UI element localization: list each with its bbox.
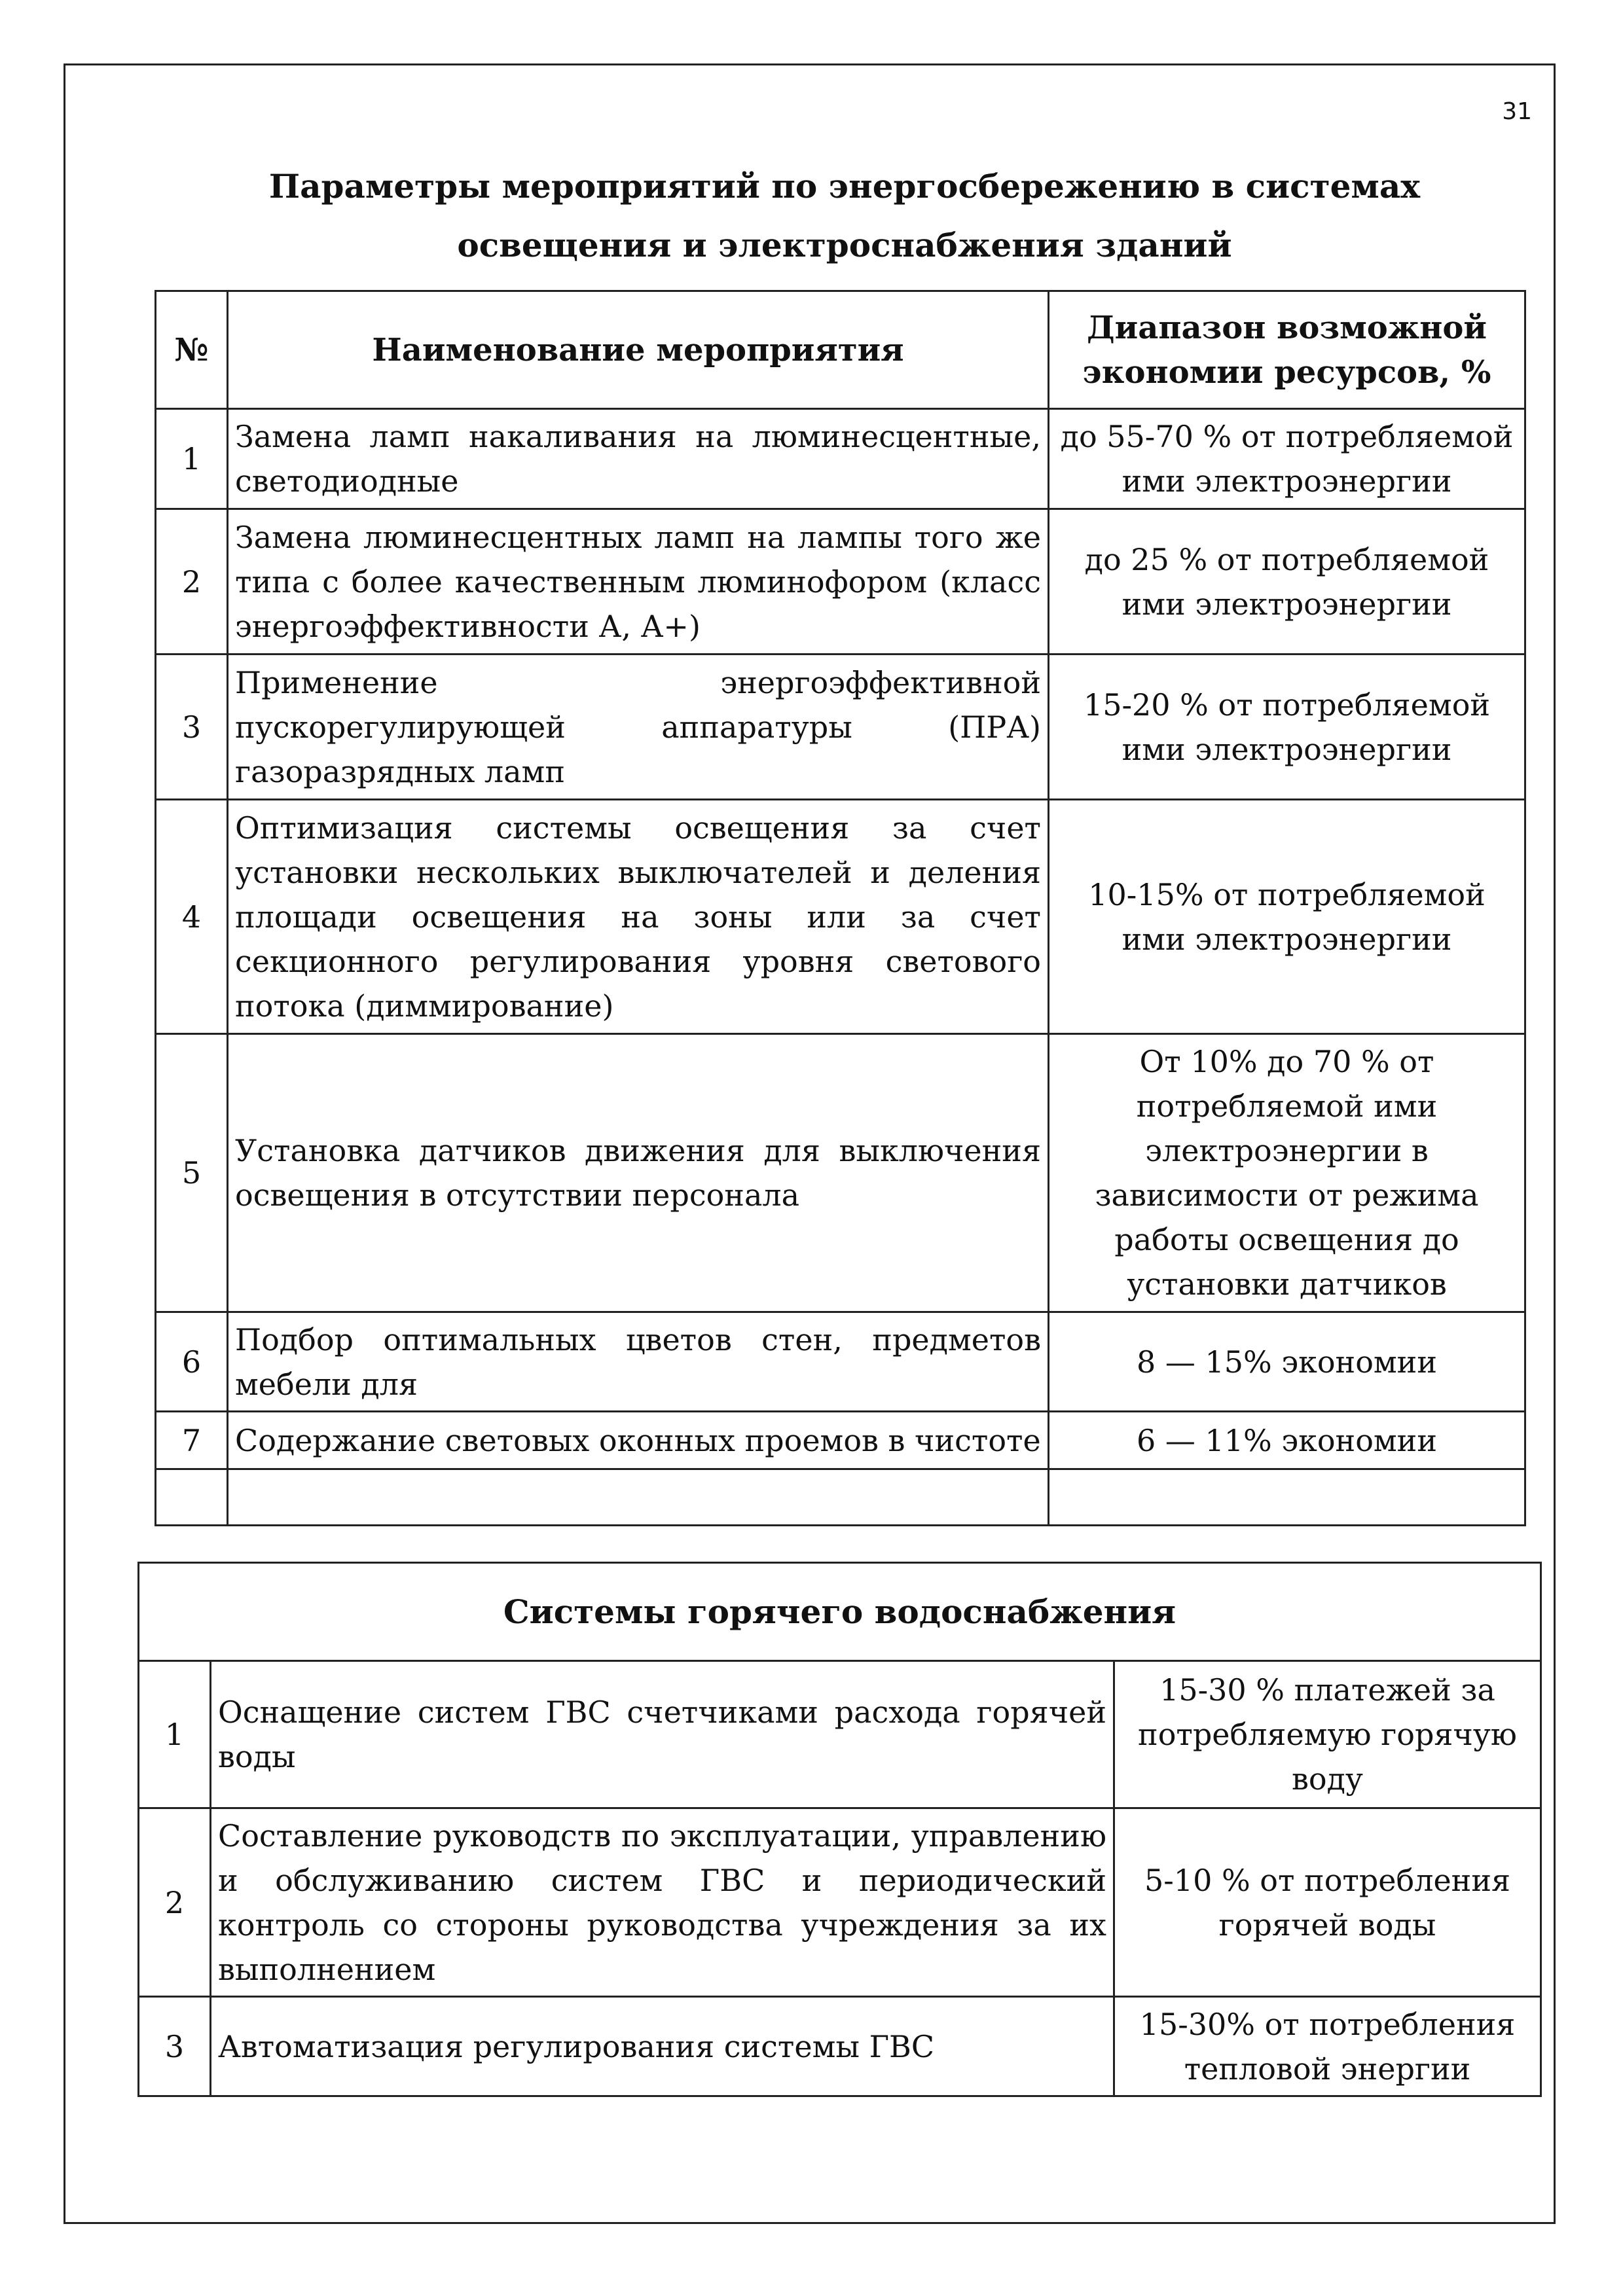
table-row	[156, 655, 1525, 800]
empty-cell	[1049, 1469, 1525, 1526]
header-name: Наименование мероприятия	[228, 291, 1049, 409]
table-row	[156, 509, 1525, 655]
row-economy: 6 — 11% экономии	[1049, 1412, 1525, 1469]
row-number: 5	[156, 1034, 228, 1312]
row-number: 2	[156, 509, 228, 655]
row-number: 4	[156, 800, 228, 1034]
table-row	[139, 1808, 1541, 1997]
page-number: 31	[1502, 98, 1532, 125]
row-economy: 8 — 15% экономии	[1049, 1312, 1525, 1412]
table-header-row	[156, 291, 1525, 409]
row-number: 7	[156, 1412, 228, 1469]
row-measure: Замена люминесцентных ламп на лампы того же типа с более качественным люминофором (класс энергоэффективности А, А+)	[228, 509, 1049, 655]
table-row	[139, 1661, 1541, 1808]
hot-water-table	[137, 1562, 1542, 2097]
row-economy: 15-30 % платежей за потребляемую горячую воду	[1114, 1661, 1541, 1808]
empty-cell	[228, 1469, 1049, 1526]
table-row	[156, 1312, 1525, 1412]
table-row	[156, 800, 1525, 1034]
title-line-2: освещения и электроснабжения зданий	[457, 226, 1232, 264]
row-number: 6	[156, 1312, 228, 1412]
table-row	[156, 1034, 1525, 1312]
row-economy: 15-30% от потребления тепловой энергии	[1114, 1997, 1541, 2096]
row-measure: Составление руководств по эксплуатации, управлению и обслуживанию систем ГВС и периодический контроль со стороны руководства учреждения за их выполнением	[211, 1808, 1114, 1997]
row-measure: Оснащение систем ГВС счетчиками расхода горячей воды	[211, 1661, 1114, 1808]
row-number: 2	[139, 1808, 211, 1997]
empty-cell	[156, 1469, 228, 1526]
row-measure: Содержание световых оконных проемов в чистоте	[228, 1412, 1049, 1469]
row-economy: 15-20 % от потребляемой ими электроэнергии	[1049, 655, 1525, 800]
row-economy: до 25 % от потребляемой ими электроэнергии	[1049, 509, 1525, 655]
header-economy	[1049, 291, 1525, 409]
header-number: №	[156, 291, 228, 409]
row-measure: Применение энергоэффективной пускорегулирующей аппаратуры (ПРА) газоразрядных ламп	[228, 655, 1049, 800]
header-economy-line-2: экономии ресурсов, %	[1082, 353, 1491, 391]
section-title: Системы горячего водоснабжения	[139, 1563, 1541, 1661]
row-economy: 5-10 % от потребления горячей воды	[1114, 1808, 1541, 1997]
row-number: 3	[156, 655, 228, 800]
page-title	[223, 157, 1467, 275]
table-row	[139, 1997, 1541, 2096]
section-header-row	[139, 1563, 1541, 1661]
row-measure: Замена ламп накаливания на люминесцентные, светодиодные	[228, 409, 1049, 509]
header-economy-line-1: Диапазон возможной	[1086, 309, 1487, 346]
row-measure: Подбор оптимальных цветов стен, предметов мебели для	[228, 1312, 1049, 1412]
table-row-empty	[156, 1469, 1525, 1526]
row-number: 3	[139, 1997, 211, 2096]
row-economy: 10-15% от потребляемой ими электроэнергии	[1049, 800, 1525, 1034]
row-number: 1	[139, 1661, 211, 1808]
row-measure: Оптимизация системы освещения за счет установки нескольких выключателей и деления площади освещения на зоны или за счет секционного регулирования уровня светового потока (диммирование)	[228, 800, 1049, 1034]
row-number: 1	[156, 409, 228, 509]
title-line-1: Параметры мероприятий по энергосбережению в системах	[268, 167, 1421, 206]
table-row	[156, 1412, 1525, 1469]
row-economy: до 55-70 % от потребляемой ими электроэнергии	[1049, 409, 1525, 509]
table-row	[156, 409, 1525, 509]
row-measure: Автоматизация регулирования системы ГВС	[211, 1997, 1114, 2096]
row-measure: Установка датчиков движения для выключения освещения в отсутствии персонала	[228, 1034, 1049, 1312]
lighting-measures-table	[155, 290, 1526, 1526]
row-economy: От 10% до 70 % от потребляемой ими электроэнергии в зависимости от режима работы освещения до установки датчиков	[1049, 1034, 1525, 1312]
